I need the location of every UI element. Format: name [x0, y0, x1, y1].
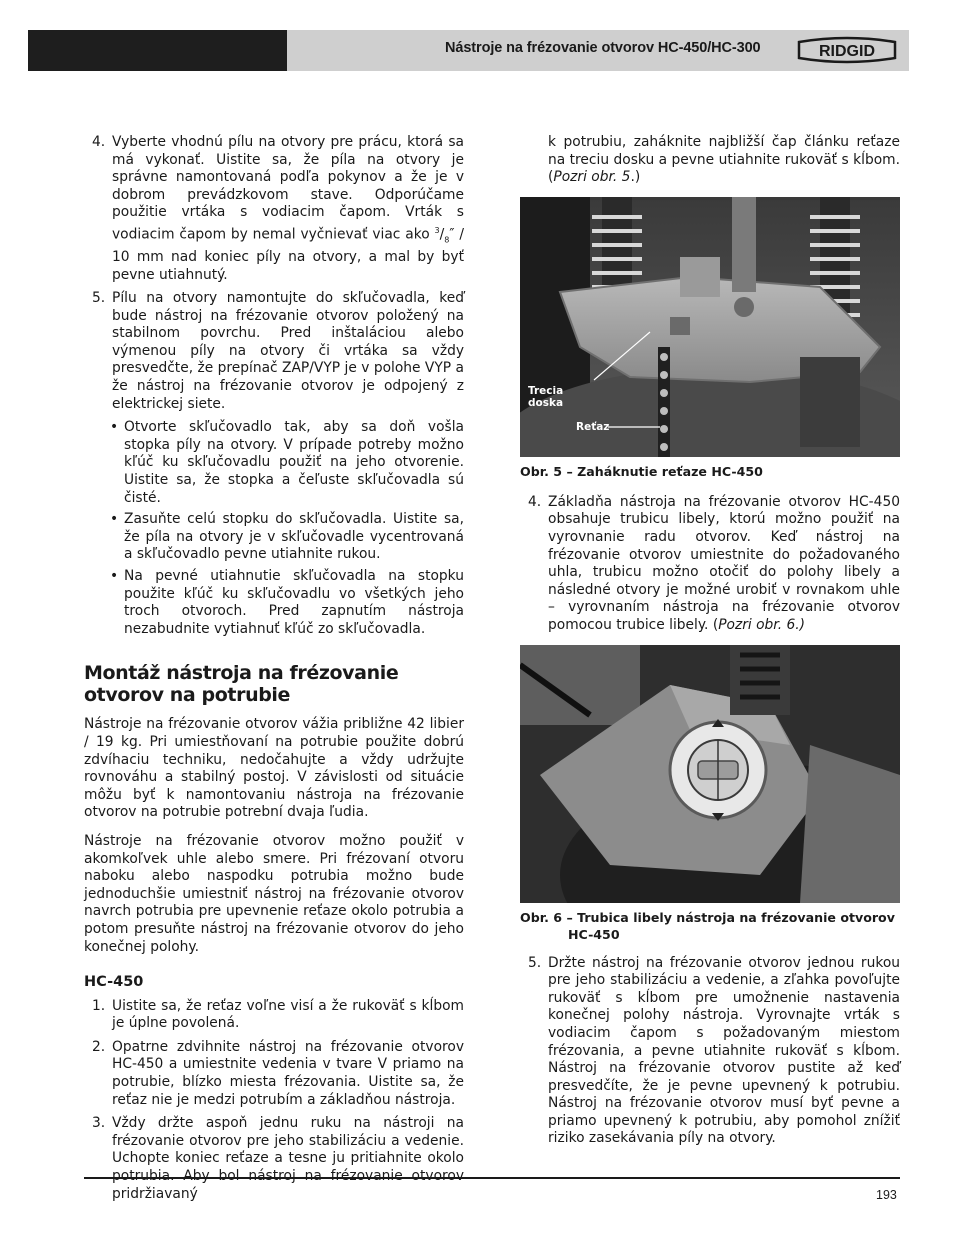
page-number: 193 — [876, 1188, 897, 1202]
list-item: 1. Uistite sa, že reťaz voľne visí a že rukoväť s kĺbom je úplne povolená. — [92, 997, 464, 1032]
subheading: HC-450 — [84, 974, 144, 991]
figure-6-photo — [520, 645, 900, 903]
list-text: Vyberte vhodnú pílu na otvory pre prácu, ktorá sa má vykonať. Uistite sa, že píla na otvory je správne namontovaná podľa pokynov a že je v dobrom prevádzkovom stave. Odporúčame použitie vrtáka s vodiacim čapom. Vrták s vodiacim čapom by nemal vyčnievať viac ako — [112, 134, 464, 243]
right-column — [520, 134, 900, 1154]
continued-text: k potrubiu, zaháknite najbližší čap článku reťaze na treciu dosku a pevne utiahnite rukoväť s kĺbom. (Pozri obr. 5.) — [548, 134, 900, 186]
fraction-denominator: 8 — [444, 235, 450, 245]
list-item — [84, 290, 464, 413]
label-retaz: Reťaz — [576, 420, 610, 433]
figure-6-caption: Obr. 6 – Trubica libely nástroja na frézovanie otvorov HC-450 — [520, 909, 895, 942]
list-number: 4. — [92, 134, 106, 150]
list-item: 4. Základňa nástroja na frézovanie otvorov HC-450 obsahuje trubicu libely, ktorú možno použiť na vyrovnanie radu otvorov. Keď nástroj na frézovanie otvorov umiestnite do požadovaného uhla, trubicu možno otočiť do polohy libely a následné otvory je možné urobiť v rovnakom uhle – vyrovnaním nástroja na frézovanie otvorov pomocou trubice libely. (Pozri obr. 6.) — [528, 493, 900, 633]
list-item: 4. Vyberte vhodnú pílu na otvory pre prácu, ktorá sa má vykonať. Uistite sa, že píla na otvory je správne namontovaná podľa pokynov a že je v dobrom prevádzkovom stave. Odporúčame použitie vrtáka s vodiacim čapom. Vrták s vodiacim čapom by nemal vyčnievať viac ako $^3/_8'' / 10$ mm nad koniec píly na otvory, a mal by byť pevne utiahnutý. — [92, 134, 464, 283]
list-item: 2. Opatrne zdvihnite nástroj na frézovanie otvorov HC-450 a umiestnite vedenia v tvare V priamo na potrubie, blízko miesta frézovania. Uistite sa, že reťaz nie je medzi potrubím a základňou nástroja. — [92, 1038, 464, 1108]
list-item: 3. Vždy držte aspoň jednu ruku na nástroji na frézovanie otvorov pre jeho stabilizáciu a vedenie. Uchopte koniec reťaze a tesne ju pritiahnite okolo pridržiavaný — [92, 1115, 464, 1202]
fraction-numerator: 3 — [434, 225, 440, 235]
list-text: ″ / 10 mm nad koniec píly na otvory, a mal by byť pevne utiahnutý. — [112, 226, 464, 283]
ridgid-logo — [795, 36, 899, 64]
paragraph: Nástroje na frézovanie otvorov vážia približne 42 libier / 19 kg. Pri umiestňovaní na potrubie použite dobrú zdvíhaciu techniku, nedočahujte a vždy udržujte rovnováhu a stabilný postoj. V závislosti od situácie môžu byť k namontovaniu nástroja na frézovanie otvorov na potrubie potrební dvaja ľudia. — [84, 716, 464, 821]
bullet-item: • Na pevné utiahnutie skľučovadla na stopku použite kľúč ku skľučovadlu vo všetkých jeho troch otvoroch. Pred zapnutím nástroja nezabudnite vytiahnuť kľúč zo skľučovadla. — [110, 568, 464, 637]
label-trecia-doska: Trecia doska — [528, 384, 564, 409]
paragraph: Nástroje na frézovanie otvorov možno použiť v akomkoľvek uhle alebo smere. Pri frézovaní otvoru naboku alebo naspodku potrubia možno bude jednoduchšie umiestniť nástroj na frézovanie otvorov navrch potrubia pre upevnenie reťaze okolo potrubia a potom presuňte nástroj na frézovanie otvorov do jeho konečnej polohy. — [84, 832, 464, 955]
list-number: 5. — [92, 290, 106, 307]
list-text: Pílu na otvory namontujte do skľučovadla, keď bude nástroj na frézovanie otvorov položený na stabilnom povrchu. Pred inštaláciou alebo výmenou píly na otvory či vrtáka sa vždy presvedčte, že prepínač ZAP/VYP je v polohe VYP a že nástroj na frézovanie otvorov je odpojený z elektrickej siete. — [112, 290, 464, 412]
figure-5-photo — [520, 197, 900, 457]
bullet-item: • Zasuňte celú stopku do skľučovadla. Uistite sa, že píla na otvory je v skľučovadle vycentrovaná a skľučovadlo pevne utiahnite rukou. — [110, 511, 464, 563]
logo-text: RIDGID — [819, 43, 875, 60]
header-title: Nástroje na frézovanie otvorov HC-450/HC-300 — [445, 40, 761, 56]
bullet-item: • Otvorte skľučovadlo tak, aby sa doň vošla stopka píly na otvory. V prípade potreby možno kľúč ku skľučovadlu použiť na jeho otvorenie. Uistite sa, že stopka a čeľuste skľučovadla sú čisté. — [110, 419, 464, 506]
list-item: 5. Držte nástroj na frézovanie otvorov jednou rukou pre jeho stabilizáciu a vedenie, a zľahka povoľujte rukoväť s kĺbom pre umožnenie nastavenia konečnej polohy nástroja. Vyrovnajte vrták s vodiacim čapom s požadovaným miestom frézovania, a pevne utiahnite rukoväť s kĺbom. Nástroj na frézovanie otvorov pustite až keď presvedčíte, že je pevne upevnený k potrubiu. Nástroj na frézovanie otvorov musí byť pevne a priamo upevnený k potrubiu, aby pomohol znížiť riziko zasekávania píly na otvory. — [528, 954, 900, 1147]
footer-rule — [84, 1177, 900, 1179]
header-black-bar — [28, 30, 287, 71]
left-column — [84, 134, 464, 1209]
section-heading: Montáž nástroja na frézovanie otvorov na potrubie — [84, 662, 399, 707]
figure-5-caption: Obr. 5 – Zaháknutie reťaze HC-450 — [520, 463, 763, 479]
